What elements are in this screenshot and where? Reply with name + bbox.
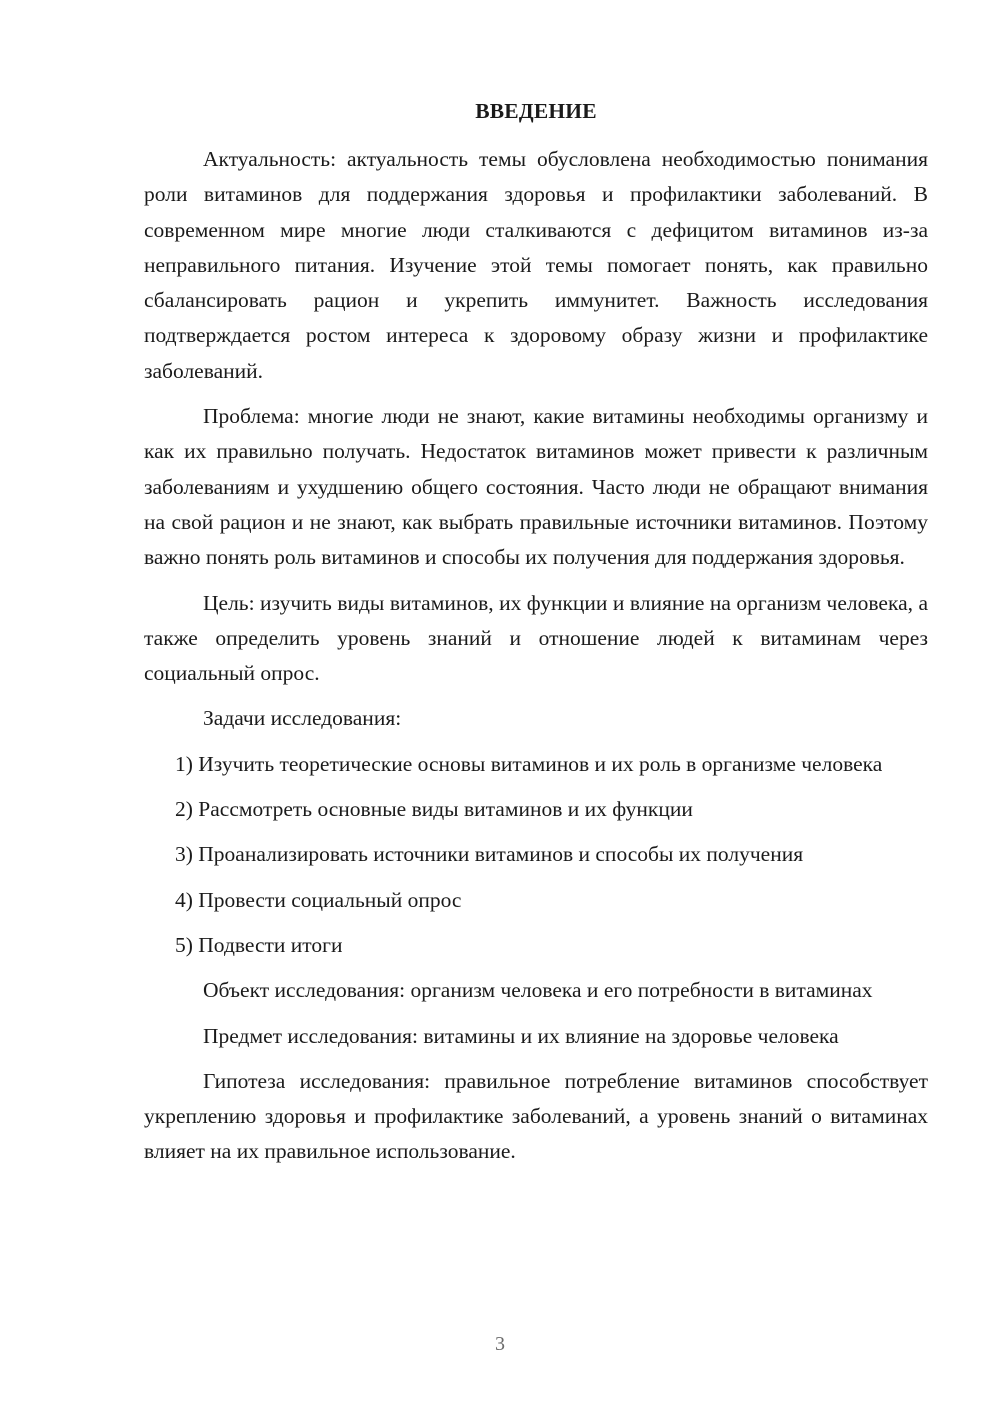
paragraph-hypothesis: Гипотеза исследования: правильное потребление витаминов способствует укреплению здоровья и профилактике заболеваний, а уровень знаний о витаминах влияет на их правильное использование. xyxy=(144,1068,928,1164)
paragraph-relevance: Актуальность: актуальность темы обусловлена необходимостью понимания роли витаминов для поддержания здоровья и профилактики заболеваний. В современном мире многие люди сталкиваются с дефицитом витаминов из-за неправильного питания. Изучение этой темы помогает понять, как правильно сбалансировать рацион и укрепить иммунитет. Важность исследования подтверждается ростом интереса к здоровому образу жизни и профилактике заболеваний. xyxy=(144,147,928,383)
page-number: 3 xyxy=(495,1333,505,1355)
task-item-2: 2) Рассмотреть основные виды витаминов и их функции xyxy=(175,797,693,822)
page-title: ВВЕДЕНИЕ xyxy=(475,99,597,123)
paragraph-object: Объект исследования: организм человека и его потребности в витаминах xyxy=(203,978,873,1003)
paragraph-problem: Проблема: многие люди не знают, какие витамины необходимы организму и как их правильно получать. Недостаток витаминов может привести к различным заболеваниям и ухудшению общего состояния. Часто люди не обращают внимания на свой рацион и не знают, как выбрать правильные источники витаминов. Поэтому важно понять роль витаминов и способы их получения для поддержания здоровья. xyxy=(144,404,928,570)
tasks-heading: Задачи исследования: xyxy=(203,706,402,731)
paragraph-goal: Цель: изучить виды витаминов, их функции и влияние на организм человека, а также определить уровень знаний и отношение людей к витаминам через социальный опрос. xyxy=(144,590,928,686)
task-item-4: 4) Провести социальный опрос xyxy=(175,887,462,912)
task-item-1: 1) Изучить теоретические основы витаминов и их роль в организме человека xyxy=(175,751,883,776)
document-page xyxy=(144,94,928,1180)
task-item-3: 3) Проанализировать источники витаминов и способы их получения xyxy=(175,842,804,867)
task-item-5: 5) Подвести итоги xyxy=(175,932,343,957)
paragraph-subject: Предмет исследования: витамины и их влияние на здоровье человека xyxy=(203,1023,839,1048)
